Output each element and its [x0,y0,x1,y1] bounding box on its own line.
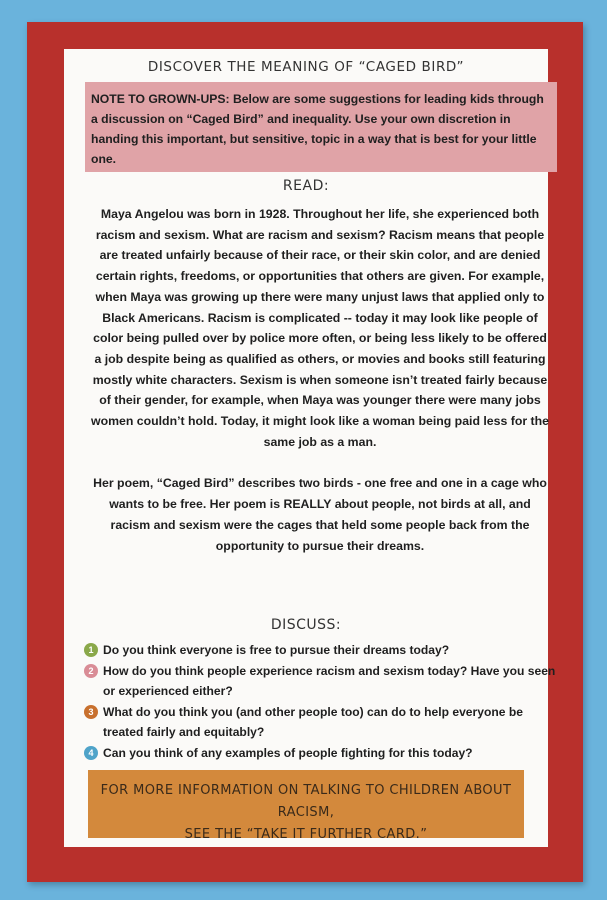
read-section [90,204,550,556]
question-item [84,743,560,764]
card-title: DISCOVER THE MEANING OF “CAGED BIRD” [147,59,465,75]
discussion-questions [84,640,560,763]
number-badge-2: 2 [84,664,98,678]
read-paragraph: Maya Angelou was born in 1928. Throughout her life, she experienced both racism and sexism. What are racism and sexism? Racism means that people are treated unfairly because of their race, or their skin color, and are denied certain rights, freedoms, or opportunities that others are given. For example, when Maya was growing up there were many unjust laws that applied only to Black Americans. Racism is complicated -- today it may look like people of color being pulled over by police more often, or being less likely to be offered a job despite being as qualified as others, or movies and books still featuring mostly white characters. Sexism is when someone isn’t treated fairly because of their gender, for example, when Maya was younger there were many jobs women couldn’t hold. Today, it might look like a woman being paid less for the same job as a man. [91,207,549,449]
read-heading: READ: [282,178,330,194]
activity-card [64,49,556,847]
number-badge-1: 1 [84,643,98,657]
question-text: How do you think people experience racism and sexism today? Have you seen or experienced either? [103,663,556,698]
number-badge-4: 4 [84,746,98,760]
more-info-banner [88,770,524,842]
question-item [84,661,560,702]
question-text: Can you think of any examples of people fighting for this today? [103,745,473,760]
grown-ups-note: NOTE TO GROWN-UPS: Below are some suggestions for leading kids through a discussion on “Caged Bird” and inequality. Use your own discretion in handing this important, but sensitive, topic in a way that is best for your little one. [85,82,557,172]
question-text: What do you think you (and other people too) can do to help everyone be treated fairly and equitably? [103,704,523,739]
question-item [84,640,560,661]
question-item [84,702,560,743]
discuss-heading: DISCUSS: [270,617,342,633]
more-info-line-1: FOR MORE INFORMATION ON TALKING TO CHILDREN ABOUT RACISM, [100,783,512,820]
number-badge-3: 3 [84,705,98,719]
question-text: Do you think everyone is free to pursue their dreams today? [103,643,450,657]
read-paragraph: Her poem, “Caged Bird” describes two birds - one free and one in a cage who wants to be free. Her poem is REALLY about people, not birds at all, and racism and sexism were the cages that held some people back from the opportunity to pursue their dreams. [93,476,547,553]
more-info-line-2: SEE THE “TAKE IT FURTHER CARD.” [184,827,428,842]
